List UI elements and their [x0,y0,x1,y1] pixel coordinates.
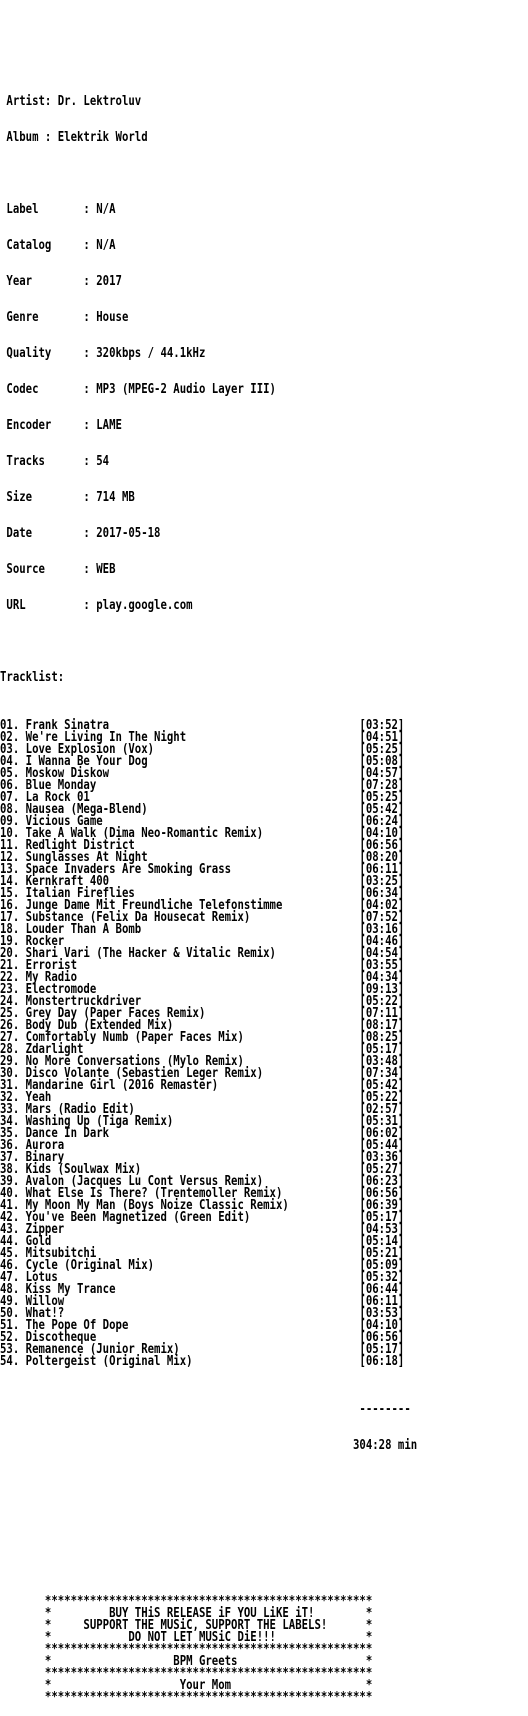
info-size-line: Size : 714 MB [0,490,135,505]
info-date-line: Date : 2017-05-18 [0,526,161,541]
track-row: 43. Zipper [04:53] [0,1222,405,1237]
info-codec-line: Codec : MP3 (MPEG-2 Audio Layer III) [0,382,276,397]
track-row: 46. Cycle (Original Mix) [05:09] [0,1258,405,1273]
info-year-line: Year : 2017 [0,274,122,289]
track-row: 35. Dance In Dark [06:02] [0,1126,405,1141]
tracklist [0,720,433,1368]
blank-line [0,1512,433,1524]
blank-line [0,1548,433,1560]
track-row: 54. Poltergeist (Original Mix) [06:18] [0,1354,405,1369]
track-row: 30. Disco Volante (Sebastien Leger Remix) [07:34] [0,1066,405,1081]
track-row: 11. Redlight District [06:56] [0,838,405,853]
track-row: 23. Electromode [09:13] [0,982,405,997]
track-row: 12. Sunglasses At Night [08:20] [0,850,405,865]
track-row: 37. Binary [03:36] [0,1150,405,1165]
track-row: 28. Zdarlight [05:17] [0,1042,405,1057]
track-row: 07. La Rock 01 [05:25] [0,790,405,805]
banner-line: * Your Mom * [0,1678,373,1693]
info-source-line: Source : WEB [0,562,116,577]
support-banner [0,1596,433,1704]
track-row: 32. Yeah [05:22] [0,1090,405,1105]
banner-line: * DO NOT LET MUSiC DiE!!! * [0,1630,373,1645]
track-row: 29. No More Conversations (Mylo Remix) [03:48] [0,1054,405,1069]
info-genre-line: Genre : House [0,310,129,325]
track-row: 05. Moskow Diskow [04:57] [0,766,405,781]
track-row: 25. Grey Day (Paper Faces Remix) [07:11] [0,1006,405,1021]
track-row: 09. Vicious Game [06:24] [0,814,405,829]
track-row: 19. Rocker [04:46] [0,934,405,949]
track-row: 01. Frank Sinatra [03:52] [0,718,405,733]
track-row: 20. Shari Vari (The Hacker & Vitalic Remix) [04:54] [0,946,405,961]
info-catalog-line: Catalog : N/A [0,238,116,253]
track-row: 44. Gold [05:14] [0,1234,405,1249]
track-row: 38. Kids (Soulwax Mix) [05:27] [0,1162,405,1177]
info-tracks-line: Tracks : 54 [0,454,110,469]
info-quality-line: Quality : 320kbps / 44.1kHz [0,346,206,361]
tracklist-heading: Tracklist: [0,670,65,685]
track-row: 51. The Pope Of Dope [04:10] [0,1318,405,1333]
blank-line [0,24,433,36]
banner-line: * SUPPORT THE MUSiC, SUPPORT THE LABELS! * [0,1618,373,1633]
track-row: 53. Remanence (Junior Remix) [05:17] [0,1342,405,1357]
track-row: 18. Louder Than A Bomb [03:16] [0,922,405,937]
track-row: 31. Mandarine Girl (2016 Remaster) [05:42] [0,1078,405,1093]
track-row: 13. Space Invaders Are Smoking Grass [06:11] [0,862,405,877]
total-duration: 304:28 min [0,1438,418,1453]
artist-line: Artist: Dr. Lektroluv [0,94,142,109]
info-url-line: URL : play.google.com [0,598,193,613]
track-row: 49. Willow [06:11] [0,1294,405,1309]
track-row: 17. Substance (Felix Da Housecat Remix) [07:52] [0,910,405,925]
track-row: 40. What Else Is There? (Trentemoller Remix) [06:56] [0,1186,405,1201]
banner-line: * BPM Greets * [0,1654,373,1669]
info-label-line: Label : N/A [0,202,116,217]
track-row: 48. Kiss My Trance [06:44] [0,1282,405,1297]
track-row: 47. Lotus [05:32] [0,1270,405,1285]
blank-line [0,636,433,648]
track-row: 15. Italian Fireflies [06:34] [0,886,405,901]
album-line: Album : Elektrik World [0,130,148,145]
track-row: 26. Body Dub (Extended Mix) [08:17] [0,1018,405,1033]
banner-line: *************************************************** [0,1666,373,1681]
banner-line: *************************************************** [0,1642,373,1657]
info-encoder-line: Encoder : LAME [0,418,122,433]
track-row: 02. We're Living In The Night [04:51] [0,730,405,745]
track-row: 45. Mitsubitchi [05:21] [0,1246,405,1261]
track-row: 08. Nausea (Mega-Blend) [05:42] [0,802,405,817]
track-row: 10. Take A Walk (Dima Neo-Romantic Remix) [04:10] [0,826,405,841]
track-row: 24. Monstertruckdriver [05:22] [0,994,405,1009]
blank-line [0,60,433,72]
blank-line [0,1476,433,1488]
track-row: 16. Junge Dame Mit Freundliche Telefonstimme [04:02] [0,898,405,913]
track-row: 36. Aurora [05:44] [0,1138,405,1153]
banner-line: * BUY THiS RELEASE iF YOU LiKE iT! * [0,1606,373,1621]
track-row: 14. Kernkraft 400 [03:25] [0,874,405,889]
track-row: 27. Comfortably Numb (Paper Faces Mix) [08:25] [0,1030,405,1045]
track-row: 04. I Wanna Be Your Dog [05:08] [0,754,405,769]
track-row: 42. You've Been Magnetized (Green Edit) [05:17] [0,1210,405,1225]
track-row: 06. Blue Monday [07:28] [0,778,405,793]
track-row: 41. My Moon My Man (Boys Noize Classic Remix) [06:39] [0,1198,405,1213]
total-rule: -------- [0,1402,411,1417]
track-row: 33. Mars (Radio Edit) [02:57] [0,1102,405,1117]
track-row: 52. Discotheque [06:56] [0,1330,405,1345]
blank-line [0,168,433,180]
track-row: 03. Love Explosion (Vox) [05:25] [0,742,405,757]
banner-line: *************************************************** [0,1690,373,1705]
track-row: 39. Avalon (Jacques Lu Cont Versus Remix) [06:23] [0,1174,405,1189]
track-row: 34. Washing Up (Tiga Remix) [05:31] [0,1114,405,1129]
banner-line: *************************************************** [0,1594,373,1609]
track-row: 22. My Radio [04:34] [0,970,405,985]
track-row: 50. What!? [03:53] [0,1306,405,1321]
track-row: 21. Errorist [03:55] [0,958,405,973]
